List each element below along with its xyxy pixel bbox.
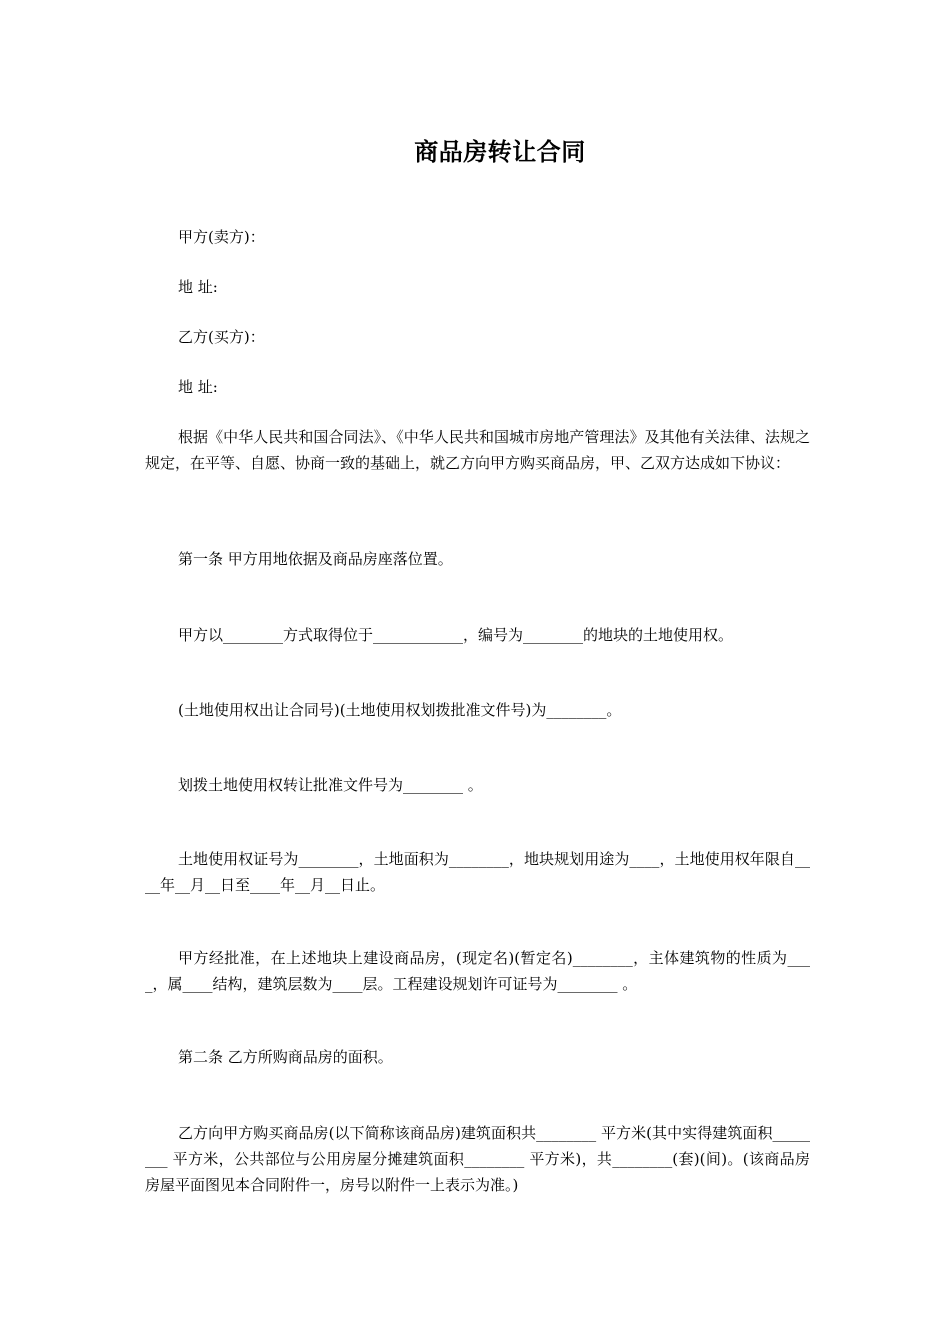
purchase-area-paragraph: 乙方向甲方购买商品房(以下简称该商品房)建筑面积共________ 平方米(其中实得建筑面积________ 平方米，公共部位与公用房屋分摊建筑面积________ 平方米)，共________(套)(间)。(该商品房房屋平面图见本合同附件一，房号以附件一上表示为准。)	[145, 1124, 810, 1194]
land-certificate-paragraph: 土地使用权证号为________，土地面积为________，地块规划用途为____，土地使用权年限自____年__月__日至____年__月__日止。	[145, 850, 810, 894]
land-acquisition-paragraph: 甲方以________方式取得位于____________，编号为________的地块的土地使用权。	[178, 626, 734, 644]
article-1-heading: 第一条 甲方用地依据及商品房座落位置。	[178, 550, 453, 568]
party-a-seller: 甲方(卖方)：	[178, 228, 265, 246]
construction-approval-paragraph: 甲方经批准，在上述地块上建设商品房，(现定名)(暂定名)________，主体建筑物的性质为____，属____结构，建筑层数为____层。工程建设规划许可证号为________ 。	[145, 949, 810, 993]
land-contract-number-paragraph: (土地使用权出让合同号)(土地使用权划拨批准文件号)为________。	[178, 701, 622, 719]
preamble-paragraph: 根据《中华人民共和国合同法》、《中华人民共和国城市房地产管理法》及其他有关法律、法规之规定，在平等、自愿、协商一致的基础上，就乙方向甲方购买商品房，甲、乙双方达成如下协议：	[145, 428, 810, 472]
document-title: 商品房转让合同	[414, 137, 586, 166]
party-a-address: 地 址:	[178, 278, 218, 296]
transfer-approval-paragraph: 划拨土地使用权转让批准文件号为________ 。	[178, 776, 483, 794]
party-b-address: 地 址:	[178, 378, 218, 396]
party-b-buyer: 乙方(买方)：	[178, 328, 265, 346]
article-2-heading: 第二条 乙方所购商品房的面积。	[178, 1048, 393, 1066]
